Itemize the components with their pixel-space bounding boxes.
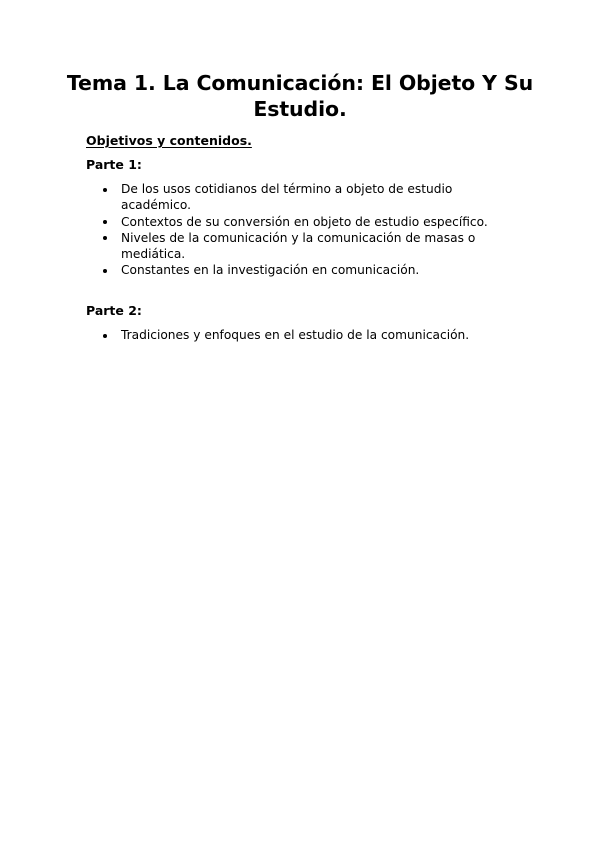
list-item [100,214,500,230]
list-item-text: De los usos cotidianos del término a objeto de estudio académico. [121,182,453,213]
part-2-title: Parte 2: [86,303,142,318]
list-item-text: Constantes en la investigación en comunicación. [121,263,420,278]
bullet-icon [103,188,107,192]
part-2-list [100,327,500,343]
part-1-list [100,181,500,279]
bullet-icon [103,220,107,224]
list-item [100,230,500,263]
bullet-icon [103,269,107,273]
list-item-text: Niveles de la comunicación y la comunicación de masas o mediática. [121,230,476,262]
part-1-title: Parte 1: [86,157,142,172]
list-item [100,181,500,214]
objectives-heading: Objetivos y contenidos. [86,133,252,148]
document-title: Tema 1. La Comunicación: El Objeto Y Su Estudio. [66,71,534,121]
bullet-icon [103,334,107,338]
list-item [100,262,500,278]
list-item [100,327,500,343]
bullet-icon [103,236,107,240]
list-item-text: Tradiciones y enfoques en el estudio de la comunicación. [121,328,470,342]
list-item-text: Contextos de su conversión en objeto de estudio específico. [121,214,488,229]
